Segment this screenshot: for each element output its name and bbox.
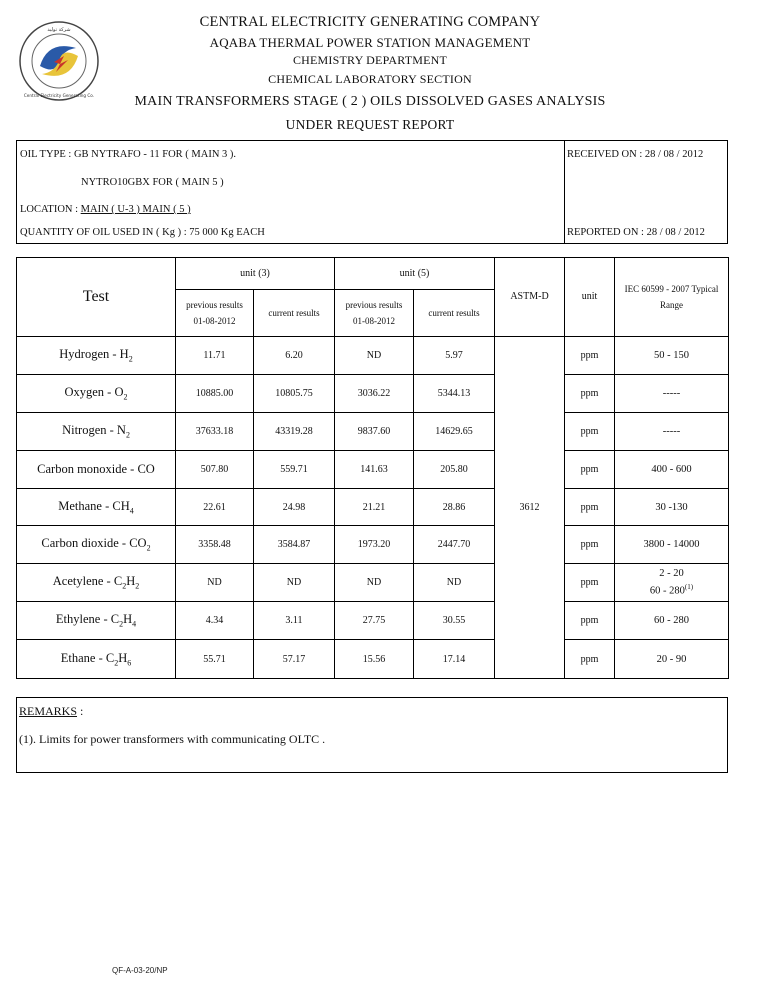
range-value: 20 - 90 — [656, 653, 687, 665]
range-value: 400 - 600 — [651, 464, 692, 475]
location-value: MAIN ( U-3 ) MAIN ( 5 ) — [80, 204, 191, 215]
table-row — [17, 602, 729, 640]
u5-cur-value: 2447.70 — [414, 526, 495, 564]
station-name: AQABA THERMAL POWER STATION MANAGEMENT — [209, 35, 531, 50]
test-name — [17, 602, 176, 640]
u3-prev-value: 3358.48 — [176, 526, 254, 564]
formula-subscript: 2 — [146, 543, 151, 553]
unit3-current-header: current results — [254, 290, 335, 337]
u3-prev-value: 4.34 — [176, 602, 254, 640]
typical-range — [615, 451, 729, 489]
test-name — [17, 375, 176, 413]
gas-name: Oxygen - O — [64, 385, 124, 400]
u5-prev-value: 15.56 — [335, 640, 414, 679]
u3-prev-value: 22.61 — [176, 489, 254, 526]
received-date: RECEIVED ON : 28 / 08 / 2012 — [567, 149, 704, 160]
formula-element: H — [123, 612, 133, 627]
unit-value: ppm — [565, 602, 615, 640]
remarks-note: (1). Limits for power transformers with communicating OLTC . — [19, 732, 326, 746]
results-table — [16, 257, 729, 679]
remarks-label: REMARKS — [19, 704, 78, 718]
gas-name: Carbon dioxide - CO — [41, 536, 147, 551]
test-name — [17, 640, 176, 679]
unit3-header: unit (3) — [176, 258, 335, 290]
report-subtitle: UNDER REQUEST REPORT — [285, 117, 455, 132]
table-row — [17, 451, 729, 489]
u3-prev-value: 37633.18 — [176, 413, 254, 451]
typical-range — [615, 337, 729, 375]
previous-date: 01-08-2012 — [193, 316, 236, 326]
u5-cur-value: 17.14 — [414, 640, 495, 679]
test-name — [17, 489, 176, 526]
range-value: ----- — [662, 426, 681, 437]
results-body — [17, 337, 729, 679]
range-value: 60 - 280 — [654, 615, 689, 626]
previous-label: previous results — [186, 300, 243, 310]
unit5-header: unit (5) — [335, 258, 495, 290]
table-row — [17, 640, 729, 679]
test-name — [17, 451, 176, 489]
gas-name: Ethylene - C — [55, 612, 120, 627]
u5-cur-value: 14629.65 — [414, 413, 495, 451]
u3-cur-value: 559.71 — [254, 451, 335, 489]
unit-value: ppm — [565, 489, 615, 526]
astm-method: 3612 — [495, 337, 565, 679]
u5-cur-value: 30.55 — [414, 602, 495, 640]
typical-range — [615, 413, 729, 451]
unit3-previous-header — [176, 290, 254, 337]
gas-name: Nitrogen - N — [62, 423, 126, 438]
test-name — [17, 413, 176, 451]
unit-header: unit — [565, 258, 615, 337]
company-name: CENTRAL ELECTRICITY GENERATING COMPANY — [199, 14, 541, 30]
u3-cur-value: 6.20 — [254, 337, 335, 375]
u5-cur-value: ND — [414, 564, 495, 602]
location-label: LOCATION : — [20, 204, 81, 215]
range-value-oltc — [615, 583, 728, 597]
u3-cur-value: 3.11 — [254, 602, 335, 640]
u3-prev-value: 507.80 — [176, 451, 254, 489]
formula-subscript: 2 — [119, 619, 124, 629]
gas-name: Carbon monoxide - CO — [37, 462, 155, 476]
gas-name: Acetylene - C — [52, 574, 123, 589]
table-row — [17, 526, 729, 564]
info-divider — [564, 141, 565, 243]
footnote-marker: (1) — [684, 583, 694, 592]
report-title: MAIN TRANSFORMERS STAGE ( 2 ) OILS DISSOLVED GASES ANALYSIS — [134, 94, 606, 109]
formula-element: H — [118, 650, 128, 665]
previous-date: 01-08-2012 — [353, 316, 395, 326]
unit-value: ppm — [565, 564, 615, 602]
form-code: QF-A-03-20/NP — [112, 966, 168, 975]
u5-prev-value: 9837.60 — [335, 413, 414, 451]
range-value-text: 60 - 280 — [649, 585, 685, 597]
u3-prev-value: ND — [176, 564, 254, 602]
typical-range — [615, 640, 729, 679]
table-row — [17, 489, 729, 526]
table-row — [17, 375, 729, 413]
formula-subscript: 2 — [122, 581, 127, 591]
oil-type: OIL TYPE : GB NYTRAFO - 11 FOR ( MAIN 3 ). — [20, 149, 237, 160]
test-name — [17, 337, 176, 375]
formula-subscript: 4 — [129, 506, 134, 516]
svg-text:ﺷﺮﻛﺔ ﺗﻮﻟﻴﺪ: ﺷﺮﻛﺔ ﺗﻮﻟﻴﺪ — [47, 27, 71, 33]
remarks-colon: : — [77, 704, 84, 718]
u3-cur-value: ND — [254, 564, 335, 602]
unit-value: ppm — [565, 451, 615, 489]
u5-prev-value: 3036.22 — [335, 375, 414, 413]
range-value: 2 - 20 — [659, 568, 684, 580]
u3-cur-value: 43319.28 — [254, 413, 335, 451]
iec-range-header: IEC 60599 - 2007 Typical Range — [615, 258, 729, 337]
typical-range — [615, 375, 729, 413]
formula-subscript: 2 — [135, 581, 140, 591]
u5-prev-value: 21.21 — [335, 489, 414, 526]
u3-prev-value: 11.71 — [176, 337, 254, 375]
formula-subscript: 4 — [132, 619, 137, 629]
oil-type-secondary: NYTRO10GBX FOR ( MAIN 5 ) — [81, 177, 224, 188]
unit-value: ppm — [565, 375, 615, 413]
u5-prev-value: ND — [335, 564, 414, 602]
range-value: 50 - 150 — [654, 350, 689, 361]
gas-name: Methane - CH — [58, 498, 130, 513]
unit-value: ppm — [565, 413, 615, 451]
sample-info-box — [16, 140, 728, 244]
reported-date: REPORTED ON : 28 / 08 / 2012 — [567, 227, 705, 238]
department-name: CHEMISTRY DEPARTMENT — [292, 53, 448, 67]
formula-subscript: 2 — [125, 430, 130, 440]
remarks-title — [19, 704, 83, 719]
u5-cur-value: 5344.13 — [414, 375, 495, 413]
u3-prev-value: 55.71 — [176, 640, 254, 679]
gas-name: Hydrogen - H — [59, 347, 129, 362]
unit-value: ppm — [565, 337, 615, 375]
u3-cur-value: 10805.75 — [254, 375, 335, 413]
typical-range — [615, 602, 729, 640]
test-name — [17, 526, 176, 564]
u3-cur-value: 3584.87 — [254, 526, 335, 564]
unit-value: ppm — [565, 526, 615, 564]
company-logo — [18, 20, 100, 102]
test-name — [17, 564, 176, 602]
u3-cur-value: 57.17 — [254, 640, 335, 679]
table-row — [17, 337, 729, 375]
astm-header: ASTM-D — [495, 258, 565, 337]
gas-name: Ethane - C — [60, 650, 115, 665]
u5-cur-value: 28.86 — [414, 489, 495, 526]
table-row — [17, 564, 729, 602]
location — [20, 204, 191, 215]
unit5-previous-header — [335, 290, 414, 337]
typical-range — [615, 564, 729, 602]
u3-cur-value: 24.98 — [254, 489, 335, 526]
range-value: 30 -130 — [655, 501, 688, 513]
range-value: ----- — [662, 388, 681, 399]
previous-label: previous results — [345, 300, 403, 310]
formula-subscript: 2 — [123, 392, 128, 402]
range-value: 3800 - 14000 — [643, 539, 700, 550]
formula-subscript: 6 — [127, 658, 132, 668]
oil-quantity: QUANTITY OF OIL USED IN ( Kg ) : 75 000 Kg EACH — [20, 227, 265, 238]
typical-range — [615, 526, 729, 564]
u5-cur-value: 5.97 — [414, 337, 495, 375]
u3-prev-value: 10885.00 — [176, 375, 254, 413]
svg-text:Central Electricity Generating: Central Electricity Generating Co. — [23, 93, 95, 98]
formula-subscript: 2 — [114, 658, 119, 668]
u5-cur-value: 205.80 — [414, 451, 495, 489]
u5-prev-value: 1973.20 — [335, 526, 414, 564]
u5-prev-value: 141.63 — [335, 451, 414, 489]
formula-element: H — [126, 574, 136, 589]
section-name: CHEMICAL LABORATORY SECTION — [268, 72, 472, 86]
u5-prev-value: 27.75 — [335, 602, 414, 640]
formula-subscript: 2 — [128, 354, 133, 364]
remarks-box — [16, 697, 728, 773]
unit-value: ppm — [565, 640, 615, 679]
test-header: Test — [17, 258, 176, 337]
unit5-current-header: current results — [414, 290, 495, 337]
typical-range — [615, 489, 729, 526]
table-row — [17, 413, 729, 451]
u5-prev-value: ND — [335, 337, 414, 375]
